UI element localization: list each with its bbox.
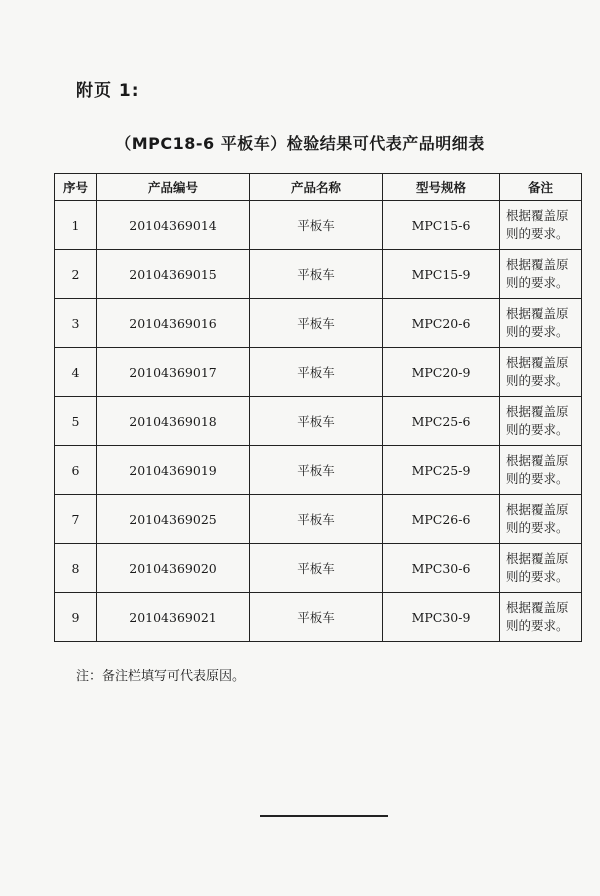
cell-name: 平板车 xyxy=(250,446,383,495)
cell-code: 20104369019 xyxy=(97,446,250,495)
cell-no: 4 xyxy=(55,348,97,397)
table-row xyxy=(55,348,582,397)
product-detail-table xyxy=(54,173,582,642)
cell-name: 平板车 xyxy=(250,544,383,593)
cell-model: MPC30-9 xyxy=(383,593,500,642)
cell-code: 20104369016 xyxy=(97,299,250,348)
cell-name: 平板车 xyxy=(250,201,383,250)
cell-model: MPC20-6 xyxy=(383,299,500,348)
cell-remark: 根据覆盖原则的要求。 xyxy=(500,250,582,299)
table-row xyxy=(55,446,582,495)
table-body xyxy=(55,201,582,642)
cell-name: 平板车 xyxy=(250,495,383,544)
cell-no: 8 xyxy=(55,544,97,593)
bottom-divider xyxy=(260,815,388,817)
cell-remark: 根据覆盖原则的要求。 xyxy=(500,348,582,397)
cell-name: 平板车 xyxy=(250,593,383,642)
cell-remark: 根据覆盖原则的要求。 xyxy=(500,299,582,348)
cell-code: 20104369025 xyxy=(97,495,250,544)
cell-code: 20104369021 xyxy=(97,593,250,642)
cell-no: 2 xyxy=(55,250,97,299)
column-header-code: 产品编号 xyxy=(97,174,250,201)
cell-model: MPC15-6 xyxy=(383,201,500,250)
cell-model: MPC26-6 xyxy=(383,495,500,544)
table-row xyxy=(55,544,582,593)
cell-no: 3 xyxy=(55,299,97,348)
cell-no: 9 xyxy=(55,593,97,642)
cell-remark: 根据覆盖原则的要求。 xyxy=(500,544,582,593)
cell-remark: 根据覆盖原则的要求。 xyxy=(500,397,582,446)
table-header xyxy=(55,174,582,201)
cell-name: 平板车 xyxy=(250,397,383,446)
cell-no: 5 xyxy=(55,397,97,446)
column-header-model: 型号规格 xyxy=(383,174,500,201)
footnote: 注：备注栏填写可代表原因。 xyxy=(76,669,246,684)
cell-model: MPC25-9 xyxy=(383,446,500,495)
table-row xyxy=(55,397,582,446)
cell-code: 20104369020 xyxy=(97,544,250,593)
table-row xyxy=(55,299,582,348)
cell-remark: 根据覆盖原则的要求。 xyxy=(500,495,582,544)
cell-no: 7 xyxy=(55,495,97,544)
appendix-label: 附页 1: xyxy=(76,81,140,101)
table-row xyxy=(55,495,582,544)
column-header-remark: 备注 xyxy=(500,174,582,201)
cell-name: 平板车 xyxy=(250,250,383,299)
cell-code: 20104369017 xyxy=(97,348,250,397)
cell-remark: 根据覆盖原则的要求。 xyxy=(500,593,582,642)
table-row xyxy=(55,593,582,642)
cell-no: 6 xyxy=(55,446,97,495)
table-row xyxy=(55,250,582,299)
cell-no: 1 xyxy=(55,201,97,250)
column-header-no: 序号 xyxy=(55,174,97,201)
table-row xyxy=(55,201,582,250)
cell-code: 20104369018 xyxy=(97,397,250,446)
cell-model: MPC30-6 xyxy=(383,544,500,593)
cell-model: MPC20-9 xyxy=(383,348,500,397)
cell-name: 平板车 xyxy=(250,299,383,348)
cell-code: 20104369015 xyxy=(97,250,250,299)
cell-model: MPC25-6 xyxy=(383,397,500,446)
cell-name: 平板车 xyxy=(250,348,383,397)
cell-code: 20104369014 xyxy=(97,201,250,250)
cell-remark: 根据覆盖原则的要求。 xyxy=(500,201,582,250)
document-title: （MPC18-6 平板车）检验结果可代表产品明细表 xyxy=(115,134,485,153)
column-header-name: 产品名称 xyxy=(250,174,383,201)
cell-remark: 根据覆盖原则的要求。 xyxy=(500,446,582,495)
cell-model: MPC15-9 xyxy=(383,250,500,299)
header-row xyxy=(55,174,582,201)
